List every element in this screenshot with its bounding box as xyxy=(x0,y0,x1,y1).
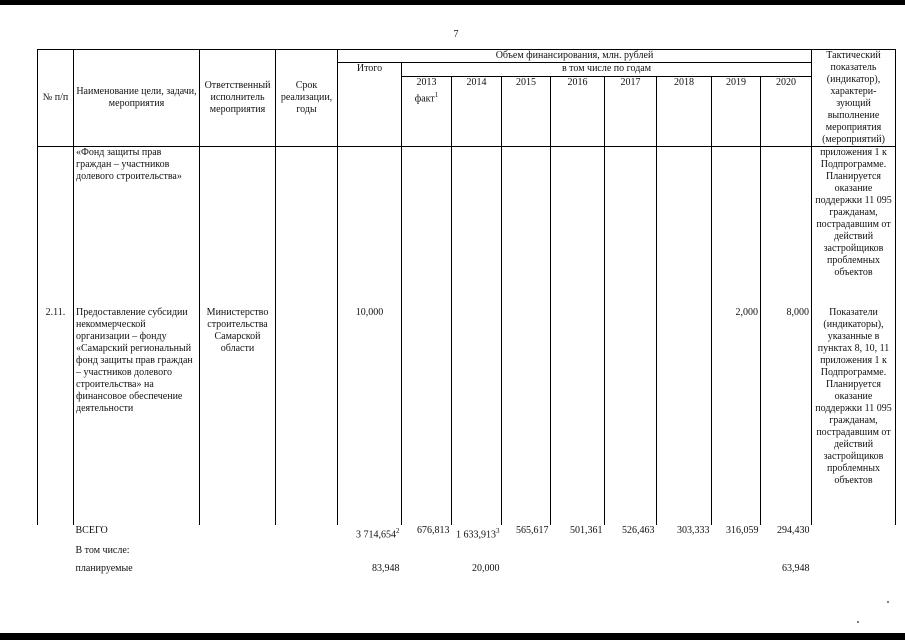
scan-speck xyxy=(887,601,889,603)
row-executor: Министерство строительства Самарской области xyxy=(200,307,276,525)
footnote-mark: 3 xyxy=(496,526,500,535)
scan-top-edge xyxy=(0,0,905,5)
planned-2020: 63,948 xyxy=(782,562,810,574)
row-indicator: Показатели (индикаторы), указанные в пунктах 8, 10, 11 приложения 1 к Подпрограмме. Планируется оказание поддержки 11 095 гражданам, пострадавшим от действий застройщиков проблемных объектов xyxy=(812,307,896,525)
page-number: 7 xyxy=(453,29,459,40)
header-year-2013: 2013 факт$^1$ xyxy=(402,77,452,147)
total-2016: 501,361 xyxy=(570,524,603,536)
row-2019: 2,000 xyxy=(712,307,761,525)
header-year-2019: 2019 xyxy=(712,77,761,147)
header-total: Итого xyxy=(338,63,402,147)
total-2018: 303,333 xyxy=(677,524,710,536)
row-2020: 8,000 xyxy=(761,307,812,525)
planned-total: 83,948 xyxy=(372,562,400,574)
total-2017: 526,463 xyxy=(622,524,655,536)
header-year-2020: 2020 xyxy=(761,77,812,147)
table-row-continuation xyxy=(38,147,896,307)
total-label: ВСЕГО xyxy=(75,524,108,536)
planned-2014: 20,000 xyxy=(472,562,500,574)
financing-table xyxy=(37,49,896,579)
scan-bottom-edge xyxy=(0,633,905,640)
cont-indicator: приложения 1 к Подпрограмме. Планируется оказание поддержки 11 095 гражданам, пострадавшим от действий застройщиков проблемных объектов xyxy=(812,147,896,307)
total-2019: 316,059 xyxy=(726,524,759,536)
row-total: 10,000 xyxy=(338,307,402,525)
footnote-mark: 2 xyxy=(396,526,400,535)
table-row-total xyxy=(38,525,896,545)
header-financing: Объем финансирования, млн. рублей xyxy=(338,50,812,63)
header-no: № п/п xyxy=(38,50,74,147)
table-row-2-11 xyxy=(38,307,896,525)
row-number: 2.11. xyxy=(38,307,74,525)
table-row-planned xyxy=(38,563,896,579)
including-label: В том числе: xyxy=(75,544,130,556)
header-year-2018: 2018 xyxy=(657,77,712,147)
total-2013: 676,813 xyxy=(417,524,450,536)
header-year-2017: 2017 xyxy=(605,77,657,147)
total-2015: 565,617 xyxy=(516,524,549,536)
header-year-2016: 2016 xyxy=(551,77,605,147)
total-2020: 294,430 xyxy=(777,524,810,536)
header-term: Срок реализации, годы xyxy=(276,50,338,147)
total-2014: 1 633,913$^3$ xyxy=(456,526,500,540)
total-sum: 3 714,654$^2$ xyxy=(356,526,400,540)
scan-speck xyxy=(857,621,859,623)
header-year-2014: 2014 xyxy=(452,77,502,147)
row-name: Предоставление субсидии некоммерческой организации – фонду «Самарский региональный фонд защиты прав граждан – участников долевого строительства» на финансовое обеспечение деятельности xyxy=(74,307,200,525)
header-name: Наименование цели, задачи, мероприятия xyxy=(74,50,200,147)
footnote-mark: 1 xyxy=(434,91,439,99)
planned-label: планируемые xyxy=(75,562,133,574)
header-indicator: Тактический показатель (индикатор), характери-зующий выполнение мероприятия (мероприятий) xyxy=(812,50,896,147)
header-year-2015: 2015 xyxy=(502,77,551,147)
cont-name: «Фонд защиты прав граждан – участников долевого строительства» xyxy=(74,147,200,307)
header-executor: Ответственный исполнитель мероприятия xyxy=(200,50,276,147)
table-row-including xyxy=(38,545,896,563)
header-by-year: в том числе по годам xyxy=(402,63,812,77)
